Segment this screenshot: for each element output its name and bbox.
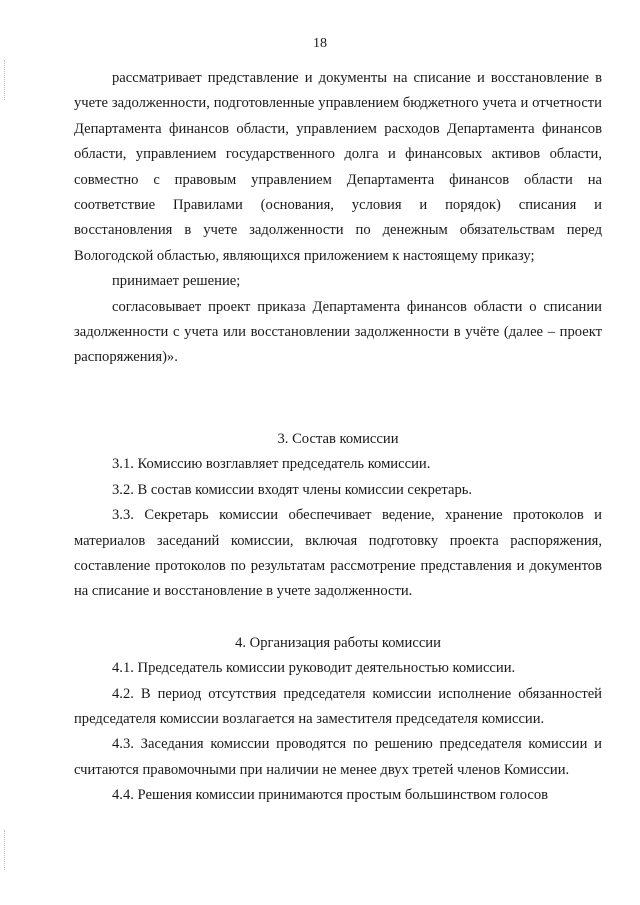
- section-4-item-3: 4.3. Заседания комиссии проводятся по решению председателя комиссии и считаются правомочными при наличии не менее двух третей членов Комиссии.: [74, 736, 602, 778]
- section-spacer: [74, 371, 602, 427]
- scan-edge-marks-bottom: [4, 830, 11, 870]
- section-4-item-1: 4.1. Председатель комиссии руководит деятельностью комиссии.: [112, 660, 516, 677]
- page-number: 18: [313, 36, 327, 51]
- section-4-item-2: 4.2. В период отсутствия председателя комиссии исполнение обязанностей председателя комиссии возлагается на заместителя председателя комиссии.: [74, 685, 602, 727]
- document-body: [74, 66, 602, 809]
- section-3-item-1: 3.1. Комиссию возглавляет председатель комиссии.: [112, 456, 431, 473]
- scan-edge-marks-top: [4, 60, 11, 100]
- section-4-item-4: 4.4. Решения комиссии принимаются простым большинством голосов: [112, 787, 549, 804]
- section-3-heading: 3. Состав комиссии: [277, 430, 399, 447]
- intro-paragraph-decision: принимает решение;: [112, 273, 241, 290]
- intro-paragraph-review: рассматривает представление и документы на списание и восстановление в учете задолженности, подготовленные управлением бюджетного учета и отчетности Департамента финансов области, управлением расходов Департамента финансов области, управлением государственного долга и финансовых активов области, совместно с правовым управлением Департамента финансов области на соответствие Правилами (основания, условия и порядок) списания и восстановления в учете задолженности по денежным обязательствам перед Вологодской областью, являющихся приложением к настоящему приказу;: [74, 70, 602, 264]
- intro-paragraph-approval: согласовывает проект приказа Департамента финансов области о списании задолженности с учета или восстановлении задолженности в учёте (далее – проект распоряжения)».: [74, 298, 602, 366]
- section-4-heading: 4. Организация работы комиссии: [235, 634, 441, 651]
- section-3-item-2: 3.2. В состав комиссии входят члены комиссии секретарь.: [112, 481, 473, 498]
- section-3-item-3: 3.3. Секретарь комиссии обеспечивает ведение, хранение протоколов и материалов заседаний комиссии, включая подготовку проекта распоряжения, составление протоколов по результатам рассмотрение представления и документов на списание и восстановление в учете задолженности.: [74, 507, 602, 600]
- section-spacer: [74, 605, 602, 631]
